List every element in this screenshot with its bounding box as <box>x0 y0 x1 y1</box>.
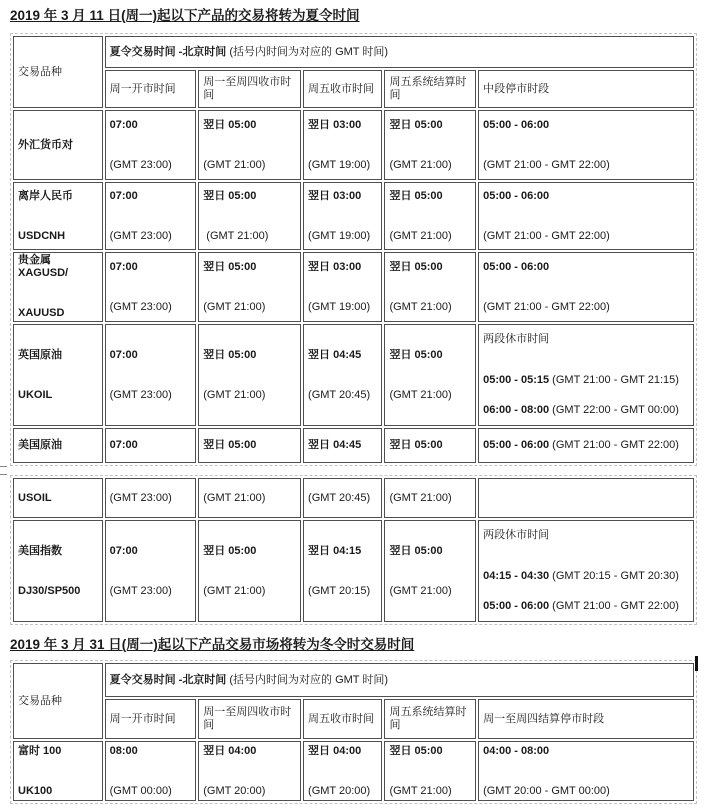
close-cell: 翌日 05:00 (GMT 21:00) <box>198 110 301 180</box>
summer-schedule-table-continued <box>10 475 697 625</box>
col-header-monday-open: 周一开市时间 <box>105 699 197 739</box>
open-cell: 07:00 (GMT 23:00) <box>105 182 197 250</box>
friday-settle-cell: 翌日 05:00 (GMT 21:00) <box>384 110 476 180</box>
col-header-settle-break: 周一至周四结算停市时段 <box>478 699 694 739</box>
mid-break-cell <box>478 478 694 518</box>
mid-break-cell: 05:00 - 06:00 (GMT 21:00 - GMT 22:00) <box>478 252 694 322</box>
row-ftse100 <box>13 741 694 801</box>
open-cell: 07:00 (GMT 23:00) <box>105 110 197 180</box>
product-column-header <box>13 663 103 739</box>
row-usdcnh <box>13 182 694 250</box>
settle-break-cell: 04:00 - 08:00 (GMT 20:00 - GMT 00:00) <box>478 741 694 801</box>
friday-close-cell: 翌日 04:45 (GMT 20:45) <box>303 324 382 426</box>
open-cell: (GMT 23:00) <box>105 478 197 518</box>
col-header-mon-thu-close: 周一至周四收市时间 <box>198 70 301 108</box>
open-cell: 07:00 (GMT 23:00) <box>105 520 197 622</box>
header-row-main <box>13 36 694 68</box>
friday-settle-cell: 翌日 05:00 (GMT 21:00) <box>384 324 476 426</box>
friday-settle-cell: (GMT 21:00) <box>384 478 476 518</box>
product-cell: 美国原油 <box>13 428 103 463</box>
friday-settle-cell: 翌日 05:00 (GMT 21:00) <box>384 741 476 801</box>
col-header-friday-settle: 周五系统结算时间 <box>384 70 476 108</box>
beijing-time-header <box>105 36 694 68</box>
col-header-friday-close: 周五收市时间 <box>303 699 382 739</box>
table-split-gap <box>0 466 708 475</box>
col-header-mon-thu-close: 周一至周四收市时间 <box>198 699 301 739</box>
header-row-main <box>13 663 694 697</box>
product-column-header <box>13 36 103 108</box>
close-cell: 翌日 05:00 (GMT 21:00) <box>198 324 301 426</box>
close-cell: 翌日 05:00 (GMT 21:00) <box>198 182 301 250</box>
row-us-indices <box>13 520 694 622</box>
open-cell: 07:00 <box>105 428 197 463</box>
row-ukoil <box>13 324 694 426</box>
col-header-monday-open: 周一开市时间 <box>105 70 197 108</box>
product-column-label: 交易品种 <box>18 65 62 78</box>
mid-break-cell: 两段休市时间 04:15 - 04:30 (GMT 20:15 - GMT 20:30) 05:00 - 06:00 (GMT 21:00 - GMT 22:00) <box>478 520 694 622</box>
friday-close-cell: 翌日 03:00 (GMT 19:00) <box>303 110 382 180</box>
friday-close-cell: 翌日 04:45 <box>303 428 382 463</box>
col-header-friday-settle: 周五系统结算时间 <box>384 699 476 739</box>
close-cell: 翌日 05:00 (GMT 21:00) <box>198 520 301 622</box>
gmt-note-label: (括号内时间为对应的 GMT 时间) <box>226 673 389 686</box>
col-header-friday-close: 周五收市时间 <box>303 70 382 108</box>
page-break-mark <box>0 474 7 475</box>
friday-settle-cell: 翌日 05:00 <box>384 428 476 463</box>
header-row-sub <box>13 70 694 108</box>
beijing-time-label: 夏令交易时间 -北京时间 <box>109 673 227 686</box>
gmt-note-label: (括号内时间为对应的 GMT 时间) <box>226 45 389 58</box>
break-title: 两段休市时间 <box>483 529 550 541</box>
friday-settle-cell: 翌日 05:00 (GMT 21:00) <box>384 520 476 622</box>
summer-schedule-table <box>10 33 697 466</box>
summer-time-title: 2019 年 3 月 11 日(周一)起以下产品的交易将转为夏令时间 <box>10 8 360 23</box>
open-cell: 07:00 (GMT 23:00) <box>105 324 197 426</box>
mid-break-cell: 05:00 - 06:00 (GMT 21:00 - GMT 22:00) <box>478 428 694 463</box>
friday-close-cell: 翌日 04:15 (GMT 20:15) <box>303 520 382 622</box>
text-cursor <box>695 656 698 671</box>
product-cell: 美国指数 DJ30/SP500 <box>13 520 103 622</box>
mid-break-cell: 两段休市时间 05:00 - 05:15 (GMT 21:00 - GMT 21:15) 06:00 - 08:00 (GMT 22:00 - GMT 00:00) <box>478 324 694 426</box>
mid-break-cell: 05:00 - 06:00 (GMT 21:00 - GMT 22:00) <box>478 110 694 180</box>
friday-settle-cell: 翌日 05:00 (GMT 21:00) <box>384 182 476 250</box>
friday-close-cell: 翌日 03:00 (GMT 19:00) <box>303 252 382 322</box>
winter-time-title: 2019 年 3 月 31 日(周一)起以下产品交易市场将转为冬令时交易时间 <box>10 637 415 652</box>
row-forex <box>13 110 694 180</box>
page-break-mark <box>0 466 7 467</box>
product-cell: USOIL <box>13 478 103 518</box>
row-usoil-upper <box>13 428 694 463</box>
winter-schedule-table <box>10 660 697 804</box>
col-header-mid-break: 中段停市时段 <box>478 70 694 108</box>
product-column-label: 交易品种 <box>18 694 62 707</box>
row-metals <box>13 252 694 322</box>
product-cell: 富时 100 UK100 <box>13 741 103 801</box>
open-cell: 07:00 (GMT 23:00) <box>105 252 197 322</box>
row-usoil-lower <box>13 478 694 518</box>
beijing-time-label: 夏令交易时间 -北京时间 <box>109 45 227 58</box>
header-row-sub <box>13 699 694 739</box>
close-cell: 翌日 04:00 (GMT 20:00) <box>198 741 301 801</box>
break-title: 两段休市时间 <box>483 333 550 345</box>
close-cell: 翌日 05:00 (GMT 21:00) <box>198 252 301 322</box>
friday-close-cell: (GMT 20:45) <box>303 478 382 518</box>
product-cell: 离岸人民币 USDCNH <box>13 182 103 250</box>
mid-break-cell: 05:00 - 06:00 (GMT 21:00 - GMT 22:00) <box>478 182 694 250</box>
product-cell: 外汇货币对 <box>13 110 103 180</box>
friday-close-cell: 翌日 04:00 (GMT 20:00) <box>303 741 382 801</box>
product-cell: 英国原油 UKOIL <box>13 324 103 426</box>
beijing-time-header <box>105 663 694 697</box>
open-cell: 08:00 (GMT 00:00) <box>105 741 197 801</box>
close-cell: 翌日 05:00 <box>198 428 301 463</box>
friday-close-cell: 翌日 03:00 (GMT 19:00) <box>303 182 382 250</box>
friday-settle-cell: 翌日 05:00 (GMT 21:00) <box>384 252 476 322</box>
close-cell: (GMT 21:00) <box>198 478 301 518</box>
product-cell: 贵金属 XAGUSD/ XAUUSD <box>13 252 103 322</box>
